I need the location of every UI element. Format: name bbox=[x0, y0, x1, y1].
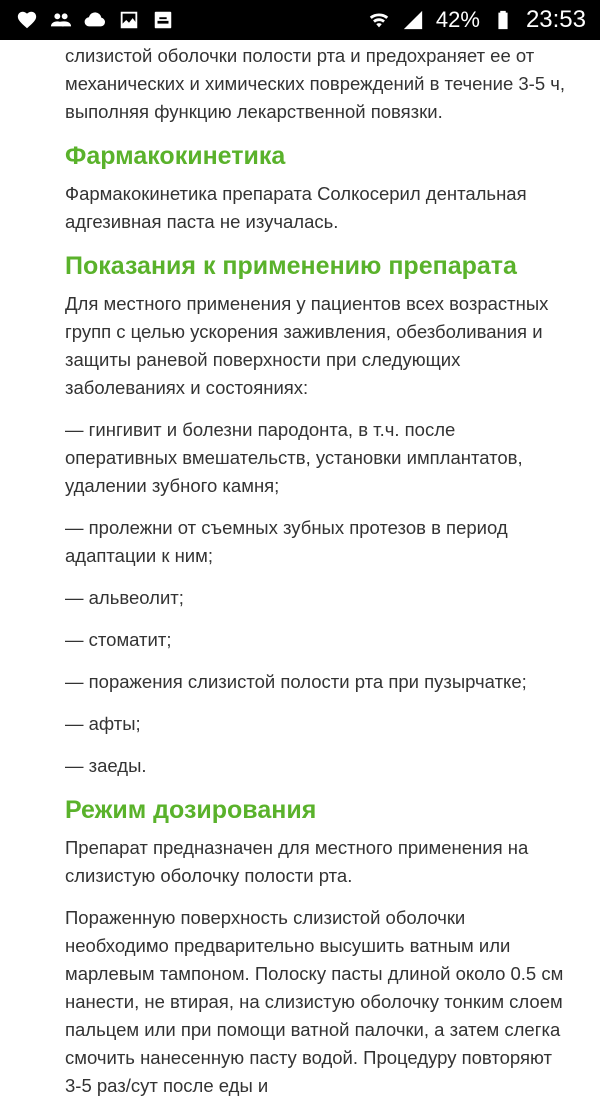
status-bar bbox=[0, 0, 600, 40]
indications-list bbox=[65, 416, 570, 780]
app-icon bbox=[152, 9, 174, 31]
heading-pharmacokinetics: Фармакокинетика bbox=[65, 142, 286, 170]
list-item: — поражения слизистой полости рта при пузырчатке; bbox=[65, 671, 527, 692]
cloud-icon bbox=[84, 9, 106, 31]
people-icon bbox=[50, 9, 72, 31]
heading-dosage: Режим дозирования bbox=[65, 796, 317, 824]
list-item: — заеды. bbox=[65, 755, 147, 776]
intro-paragraph: слизистой оболочки полости рта и предохраняет ее от механических и химических повреждений в течение 3-5 ч, выполняя функцию лекарственной повязки. bbox=[65, 45, 566, 122]
signal-icon bbox=[402, 9, 424, 31]
wifi-icon bbox=[368, 9, 390, 31]
list-item: — стоматит; bbox=[65, 629, 172, 650]
pharmacokinetics-text: Фармакокинетика препарата Солкосерил дентальная адгезивная паста не изучалась. bbox=[65, 183, 527, 232]
dosage-paragraph-2: Пораженную поверхность слизистой оболочки необходимо предварительно высушить ватным или марлевым тампоном. Полоску пасты длиной около 0.5 см нанести, не втирая, на слизистую оболочку тонким слоем пальцем или при помощи ватной палочки, а затем слегка смочить нанесенную пасту водой. Процедуру повторяют 3-5 раз/сут после еды и bbox=[65, 907, 564, 1096]
battery-icon bbox=[492, 9, 514, 31]
article-content[interactable] bbox=[0, 40, 600, 1096]
notification-icons bbox=[16, 9, 174, 31]
clock: 23:53 bbox=[525, 6, 586, 33]
list-item: — гингивит и болезни пародонта, в т.ч. после оперативных вмешательств, установки имплантатов, удалении зубного камня; bbox=[65, 419, 523, 496]
heart-icon bbox=[16, 9, 38, 31]
list-item: — афты; bbox=[65, 713, 141, 734]
indications-intro: Для местного применения у пациентов всех возрастных групп с целью ускорения заживления, обезболивания и защиты раневой поверхности при следующих заболеваниях и состояниях: bbox=[65, 293, 549, 398]
image-icon bbox=[118, 9, 140, 31]
list-item: — альвеолит; bbox=[65, 587, 184, 608]
heading-indications: Показания к применению препарата bbox=[65, 252, 517, 280]
dosage-paragraph-1: Препарат предназначен для местного применения на слизистую оболочку полости рта. bbox=[65, 837, 529, 886]
list-item: — пролежни от съемных зубных протезов в период адаптации к ним; bbox=[65, 517, 508, 566]
system-icons bbox=[368, 6, 586, 34]
battery-percent: 42% bbox=[435, 7, 480, 32]
